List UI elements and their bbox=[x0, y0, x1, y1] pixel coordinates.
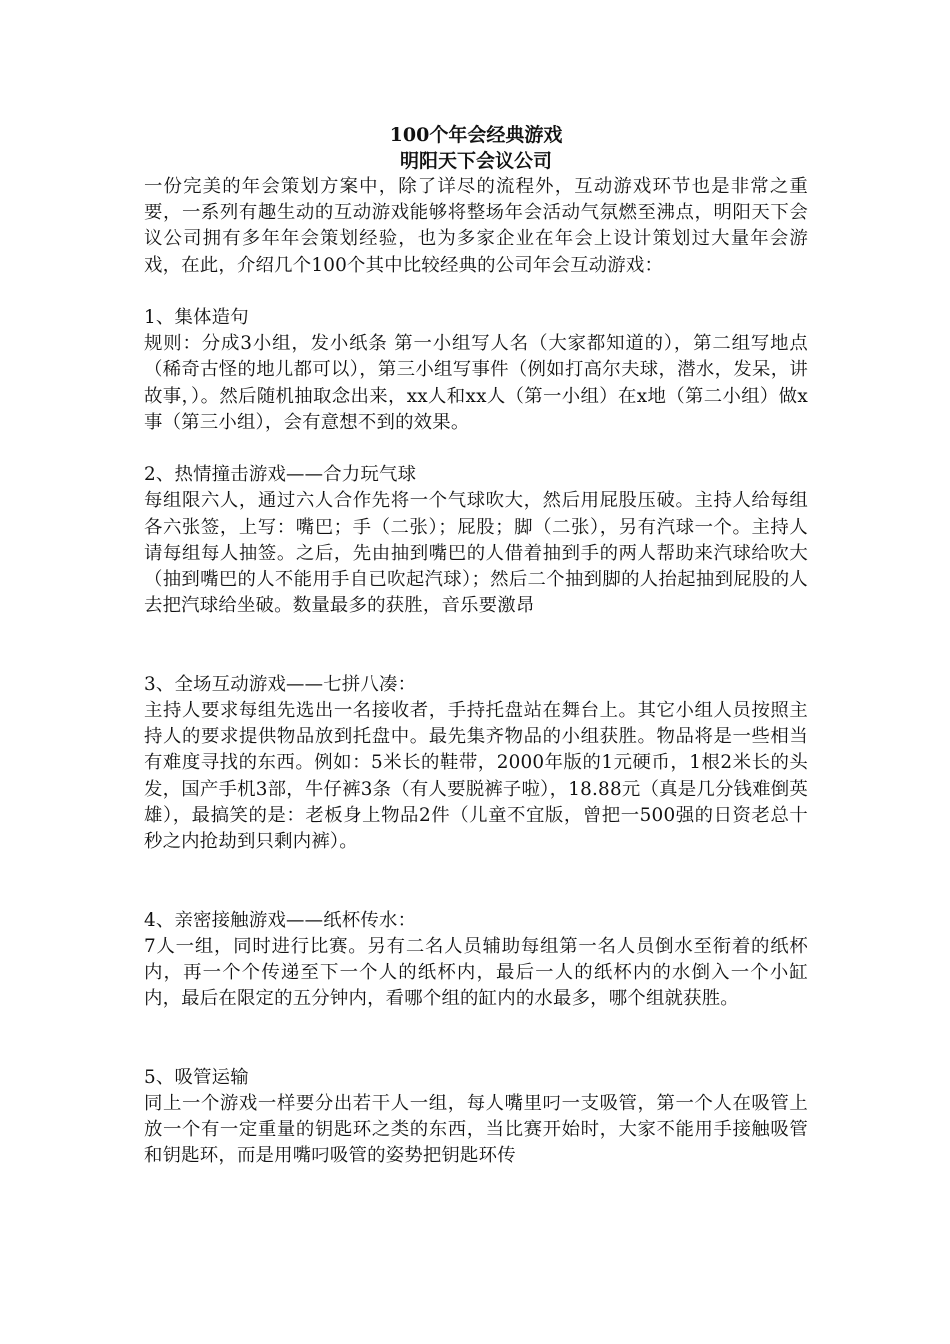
document-title: 100个年会经典游戏 bbox=[389, 124, 563, 146]
paragraph-gap bbox=[144, 1012, 808, 1064]
section-heading: 5、吸管运输 bbox=[144, 1066, 249, 1088]
section-body: 同上一个游戏一样要分出若干人一组，每人嘴里叼一支吸管，第一个人在吸管上放一个有一定重量的钥匙环之类的东西，当比赛开始时，大家不能用手接触吸管和钥匙环，而是用嘴叼吸管的姿势把钥匙环传 bbox=[144, 1093, 808, 1167]
section-heading: 4、亲密接触游戏——纸杯传水： bbox=[144, 909, 417, 931]
document-page bbox=[144, 122, 808, 1170]
section-body: 规则：分成3小组，发小纸条 第一小组写人名（大家都知道的），第二组写地点（稀奇古怪的地儿都可以），第三小组写事件（例如打高尔夫球，潜水，发呆，讲故事，）。然后随机抽取念出来，xx人和xx人（第一小组）在x地（第二小组）做x事（第三小组），会有意想不到的效果。 bbox=[144, 333, 808, 433]
intro-paragraph: 一份完美的年会策划方案中，除了详尽的流程外，互动游戏环节也是非常之重要，一系列有趣生动的互动游戏能够将整场年会活动气氛燃至沸点，明阳天下会议公司拥有多年年会策划经验，也为多家企业在年会上设计策划过大量年会游戏，在此，介绍几个100个其中比较经典的公司年会互动游戏： bbox=[144, 176, 808, 276]
section-heading: 1、集体造句 bbox=[144, 307, 249, 328]
section-body: 7人一组，同时进行比赛。另有二名人员辅助每组第一名人员倒水至衔着的纸杯内，再一个个传递至下一个人的纸杯内，最后一人的纸杯内的水倒入一个小缸内，最后在限定的五分钟内，看哪个组的缸内的水最多，哪个组就获胜。 bbox=[144, 935, 808, 1010]
section-body: 主持人要求每组先选出一名接收者，手持托盘站在舞台上。其它小组人员按照主持人的要求提供物品放到托盘中。最先集齐物品的小组获胜。物品将是一些相当有难度寻找的东西。例如：5米长的鞋带，2000年版的1元硬币，1根2米长的头发，国产手机3部，牛仔裤3条（有人要脱裤子啦），18.88元（真是几分钱难倒英雄），最搞笑的是：老板身上物品2件（儿童不宜版，曾把一500强的日资老总十秒之内抢劫到只剩内裤）。 bbox=[144, 700, 808, 853]
section-heading: 3、全场互动游戏——七拼八凑： bbox=[144, 673, 417, 695]
section-heading: 2、热情撞击游戏——合力玩气球 bbox=[144, 464, 417, 486]
section-body: 每组限六人，通过六人合作先将一个气球吹大，然后用屁股压破。主持人给每组各六张签，上写：嘴巴；手（二张）；屁股；脚（二张），另有汽球一个。主持人请每组每人抽签。之后，先由抽到嘴巴的人借着抽到手的两人帮助来汽球给吹大（抽到嘴巴的人不能用手自已吹起汽球）；然后二个抽到脚的人抬起抽到屁股的人去把汽球给坐破。数量最多的获胜，音乐要激昂 bbox=[144, 490, 808, 617]
paragraph-gap bbox=[144, 279, 808, 305]
paragraph-gap bbox=[144, 619, 808, 671]
paragraph-gap bbox=[144, 436, 808, 462]
document-subtitle: 明阳天下会议公司 bbox=[399, 150, 552, 172]
paragraph-gap bbox=[144, 855, 808, 907]
